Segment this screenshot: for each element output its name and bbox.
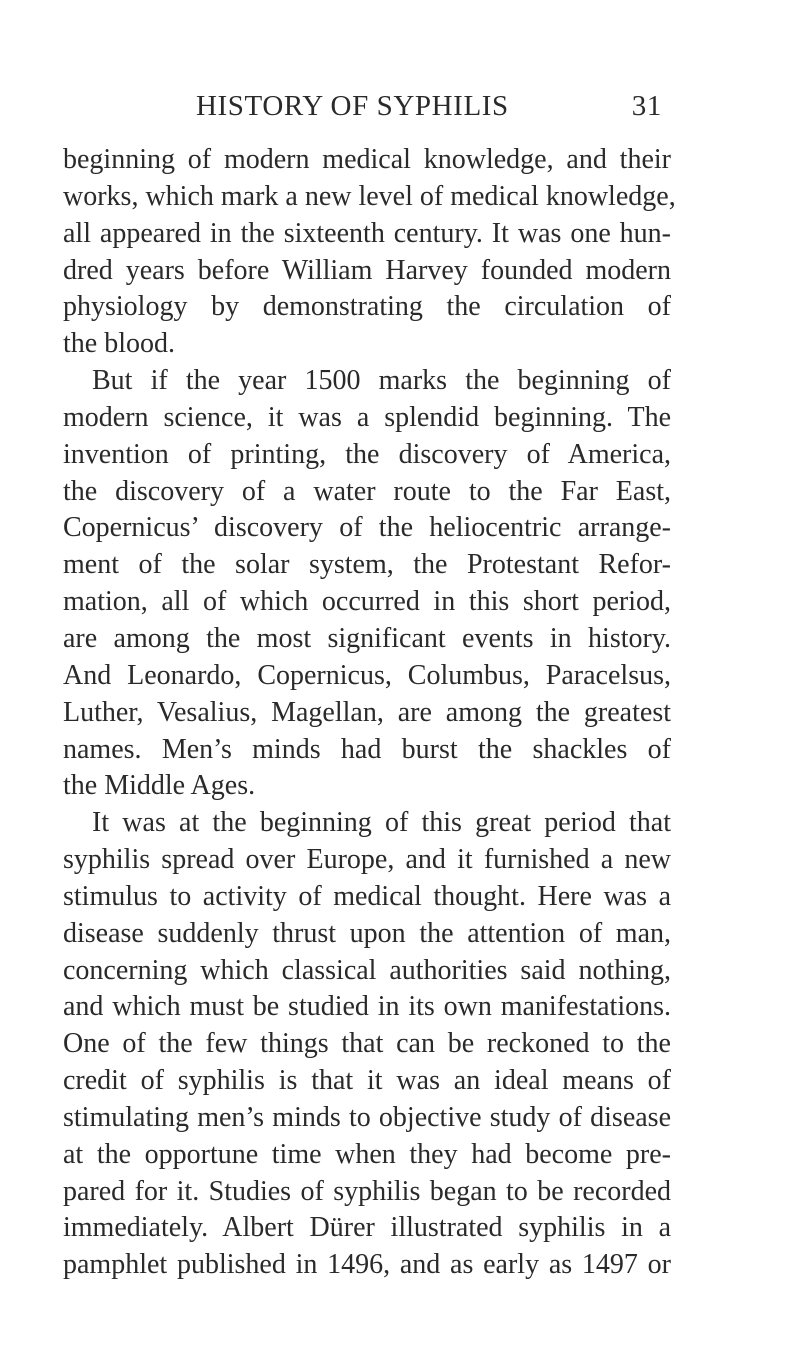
text-line: Luther, Vesalius, Magellan, are among the greatest — [63, 696, 671, 728]
text-line: It was at the beginning of this great period that — [92, 807, 671, 839]
body-text — [63, 142, 676, 1284]
text-line: names. Men’s minds had burst the shackles of — [63, 733, 671, 765]
text-line: mation, all of which occurred in this short period, — [63, 586, 671, 618]
page-number: 31 — [631, 90, 662, 122]
text-line: And Leonardo, Copernicus, Columbus, Paracelsus, — [63, 659, 671, 691]
text-line: and which must be studied in its own manifestations. — [63, 991, 671, 1023]
text-line: at the opportune time when they had become pre- — [63, 1138, 671, 1170]
text-line: disease suddenly thrust upon the attention of man, — [63, 917, 671, 949]
text-line: the blood. — [63, 328, 175, 360]
text-line: Copernicus’ discovery of the heliocentric arrange- — [63, 512, 671, 544]
text-line: all appeared in the sixteenth century. It was one hun- — [63, 217, 671, 249]
running-header-title: HISTORY OF SYPHILIS — [196, 90, 509, 122]
text-line: ment of the solar system, the Protestant Refor- — [63, 549, 671, 581]
text-line: dred years before William Harvey founded modern — [63, 254, 671, 286]
text-line: credit of syphilis is that it was an ideal means of — [63, 1065, 671, 1097]
text-line: modern science, it was a splendid beginning. The — [63, 401, 671, 433]
text-line: syphilis spread over Europe, and it furnished a new — [63, 844, 671, 876]
text-line: stimulating men’s minds to objective study of disease — [63, 1101, 671, 1133]
running-header — [196, 82, 662, 132]
text-line: pamphlet published in 1496, and as early as 1497 or — [63, 1249, 671, 1281]
text-line: stimulus to activity of medical thought. Here was a — [63, 880, 671, 912]
text-line: concerning which classical authorities said nothing, — [63, 954, 671, 986]
text-line: invention of printing, the discovery of America, — [63, 438, 671, 470]
text-line: the discovery of a water route to the Far East, — [63, 475, 671, 507]
text-line: are among the most significant events in history. — [63, 622, 671, 654]
text-line: the Middle Ages. — [63, 770, 256, 802]
text-line: works, which mark a new level of medical knowledge, — [63, 180, 676, 212]
text-line: pared for it. Studies of syphilis began to be recorded — [63, 1175, 671, 1207]
text-line: beginning of modern medical knowledge, and their — [63, 144, 671, 175]
text-line: But if the year 1500 marks the beginning of — [92, 365, 671, 397]
text-line: One of the few things that can be reckoned to the — [63, 1028, 671, 1060]
text-line: immediately. Albert Dürer illustrated syphilis in a — [63, 1212, 671, 1244]
text-line: physiology by demonstrating the circulation of — [63, 291, 671, 323]
